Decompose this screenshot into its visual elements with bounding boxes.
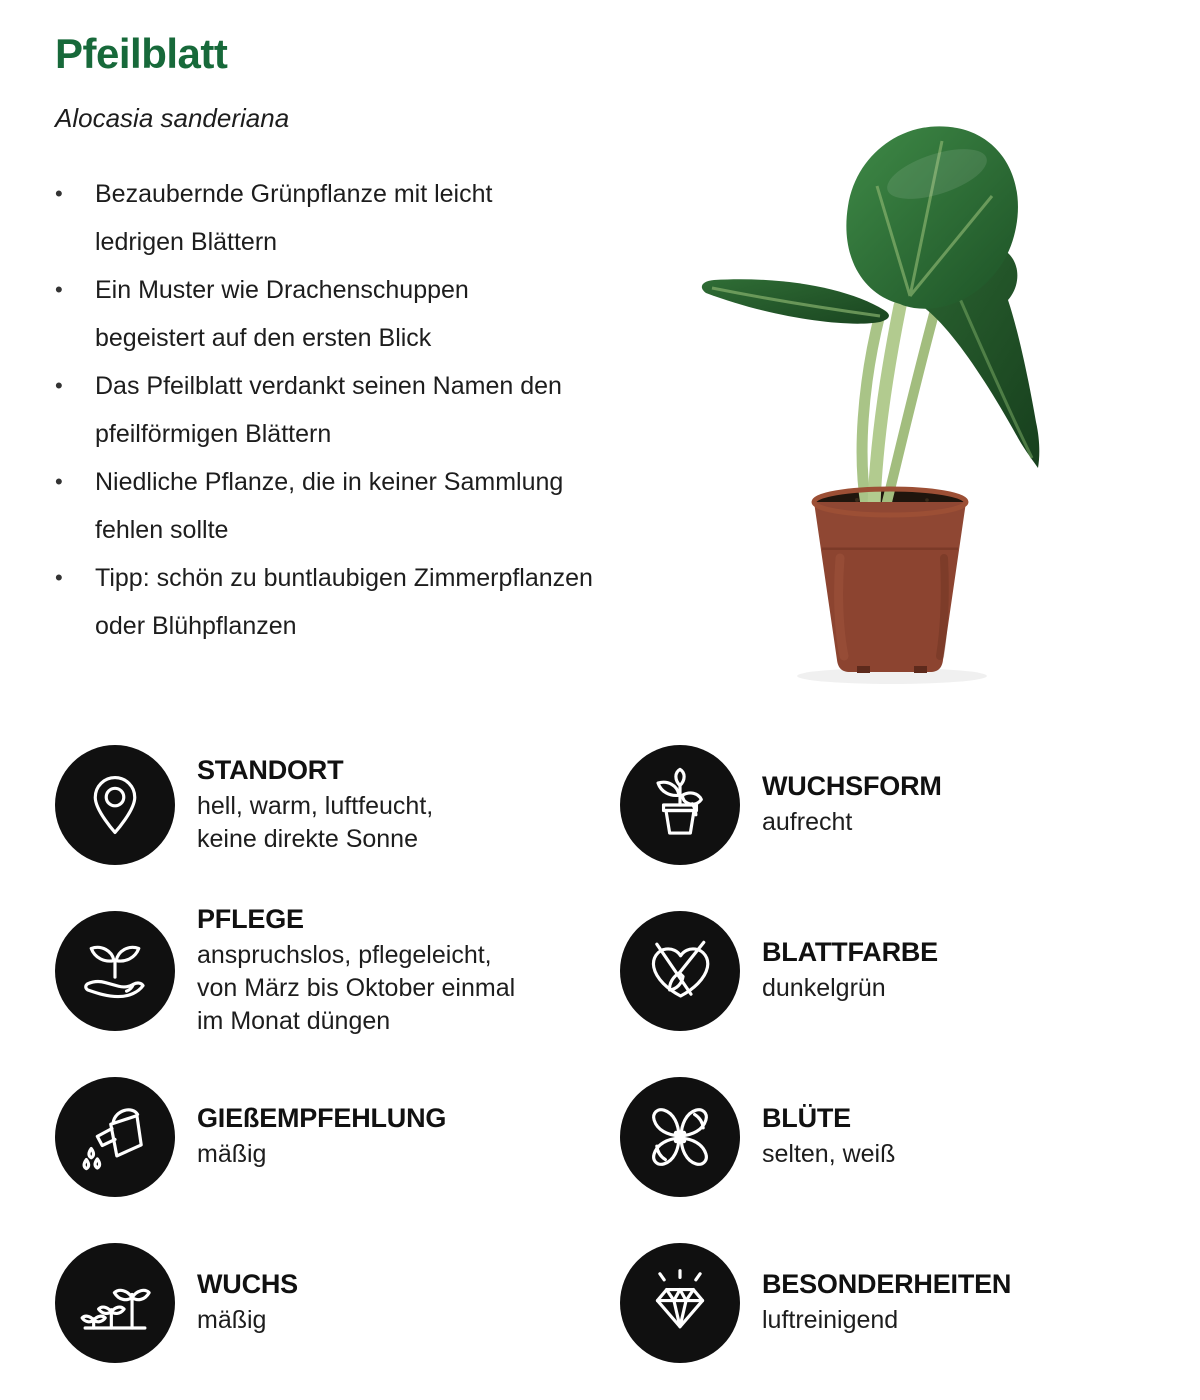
diamond-icon: [641, 1264, 719, 1342]
feature-icon-badge: [55, 745, 175, 865]
feature-title: PFLEGE: [197, 904, 304, 934]
list-item: • Bezaubernde Grünpflanze mit leicht ledrigen Blättern: [55, 170, 645, 266]
feature-title: WUCHSFORM: [762, 771, 942, 801]
feature-title: STANDORT: [197, 754, 344, 785]
feature-besonderheiten: [620, 1243, 1011, 1363]
feature-title: WUCHS: [197, 1269, 298, 1299]
feature-icon-badge: [620, 1077, 740, 1197]
feature-value: keine direkte Sonne: [197, 824, 418, 853]
list-item: • Niedliche Pflanze, die in keiner Sammlung fehlen sollte: [55, 458, 645, 554]
feature-icon-badge: [55, 911, 175, 1031]
feature-value: dunkelgrün: [762, 974, 886, 1002]
feature-value: aufrecht: [762, 808, 853, 836]
feature-pflege: [55, 904, 620, 1035]
feature-title: BLÜTE: [762, 1103, 851, 1133]
feature-giessempfehlung: [55, 1077, 620, 1197]
feature-wuchsform: [620, 745, 1011, 865]
feature-icon-badge: [620, 1243, 740, 1363]
hand-with-sprout-icon: [76, 932, 154, 1010]
bullet-marker: •: [55, 469, 63, 494]
feature-value: im Monat düngen: [197, 1007, 391, 1035]
botanical-name: Alocasia sanderiana: [55, 103, 290, 133]
feature-title: GIEßEMPFEHLUNG: [197, 1103, 447, 1133]
feature-value: anspruchslos, pflegeleicht,: [197, 941, 492, 969]
list-item: • Tipp: schön zu buntlaubigen Zimmerpflanzen oder Blühpflanzen: [55, 554, 645, 650]
feature-blattfarbe: [620, 911, 1011, 1031]
feature-value: luftreinigend: [762, 1306, 899, 1334]
location-pin-icon: [76, 766, 154, 844]
feature-title: BLATTFARBE: [762, 937, 938, 967]
page-title: Pfeilblatt: [55, 30, 228, 77]
feature-icon-badge: [55, 1077, 175, 1197]
bullet-list: [55, 170, 645, 650]
feature-icon-badge: [55, 1243, 175, 1363]
bullet-marker: •: [55, 277, 63, 302]
feature-standort: [55, 745, 620, 865]
feature-value: hell, warm, luftfeucht,: [197, 791, 434, 820]
feature-title: BESONDERHEITEN: [762, 1269, 1012, 1299]
bullet-marker: •: [55, 181, 63, 206]
plant-photo: [652, 66, 1152, 691]
feature-icon-badge: [620, 745, 740, 865]
growing-plants-icon: [76, 1264, 154, 1342]
watering-can-icon: [76, 1098, 154, 1176]
flower-icon: [641, 1098, 719, 1176]
feature-wuchs: [55, 1243, 620, 1363]
feature-value: mäßig: [197, 1306, 267, 1334]
feature-icon-badge: [620, 911, 740, 1031]
feature-value: von März bis Oktober einmal: [197, 974, 516, 1002]
list-item: • Das Pfeilblatt verdankt seinen Namen den pfeilförmigen Blättern: [55, 362, 645, 458]
feature-bluete: [620, 1077, 1011, 1197]
bullet-marker: •: [55, 373, 63, 398]
plant-in-pot-icon: [641, 766, 719, 844]
feature-grid: [55, 745, 1011, 1400]
feature-value: selten, weiß: [762, 1140, 896, 1168]
feature-value: mäßig: [197, 1140, 267, 1168]
leaf-paintbrush-icon: [641, 932, 719, 1010]
list-item: • Ein Muster wie Drachenschuppen begeistert auf den ersten Blick: [55, 266, 645, 362]
bullet-marker: •: [55, 565, 63, 590]
